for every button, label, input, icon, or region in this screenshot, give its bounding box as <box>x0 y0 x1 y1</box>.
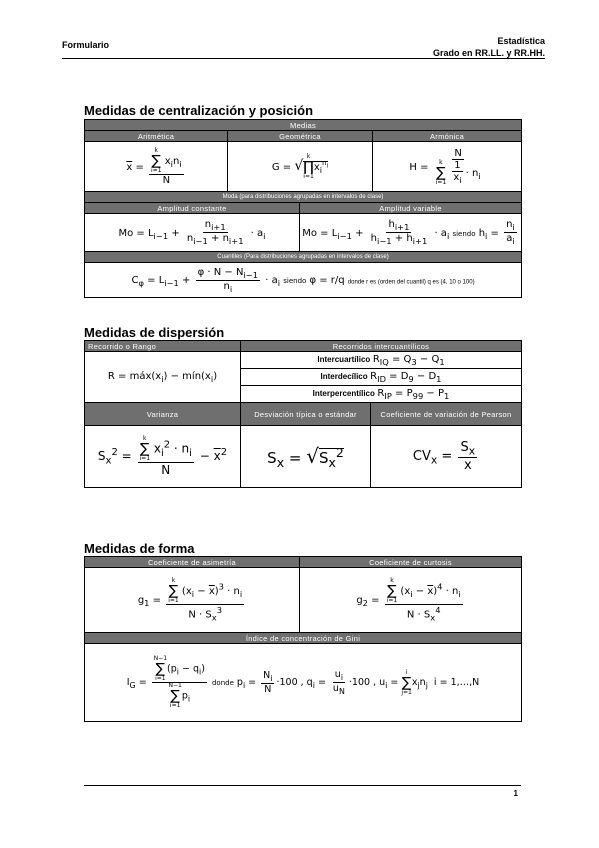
coef-variacion-header: Coeficiente de variación de Pearson <box>371 403 522 426</box>
recorrido-header: Recorrido o Rango <box>85 341 241 352</box>
table-centralizacion <box>84 119 522 298</box>
formula-cuantiles: $C_\varphi = L_{i-1}$ + $\frac{\varphi \cdot N - N_{i-1}}{n_i}$ · $a_i$ siendo φ = r/q donde r es (orden del cuantil) q es (4, 10 o 100) <box>85 263 522 298</box>
header-left: Formulario <box>62 40 110 50</box>
formula-media-aritmetica: $\overline{x}$ = k ∑ i=1 $x_in_i$ N <box>85 142 228 192</box>
header-degree: Grado en RR.LL. y RR.HH. <box>432 48 545 58</box>
interpercentilico-label: Interpercentílico <box>312 388 375 398</box>
aritmetica-header: Aritmética <box>85 131 228 142</box>
curtosis-header: Coeficiente de curtosis <box>300 557 522 568</box>
formula-moda-variable: $Mo = L_{i-1}$ + $\frac{h_{i+1}}{h_{i-1} + h_{i+1}}$ · $a_i$ siendo $h_i$ = $\frac{n_i}{a_i}$ <box>300 214 522 252</box>
intercuantilicos-header: Recorridos intercuantílicos <box>241 341 522 352</box>
row-intercuartilico: Intercuartílico $R_{IQ} = Q_3 - Q_1$ <box>241 352 522 369</box>
section-title-centralizacion: Medidas de centralización y posición <box>84 103 314 118</box>
intercuartilico-label: Intercuartílico <box>317 354 371 364</box>
row-interdecilico: Interdecílico $R_{ID} = D_9 - D_1$ <box>241 369 522 386</box>
section-title-dispersion: Medidas de dispersión <box>84 325 225 340</box>
varianza-header: Varianza <box>85 403 241 426</box>
formula-media-armonica: H = N k ∑ i=1 $\frac{1}{x_i}$ · $n_i$ <box>373 142 522 192</box>
header-right <box>433 35 545 59</box>
amplitud-variable-header: Amplitud variable <box>300 203 522 214</box>
medias-header: Medias <box>85 120 522 131</box>
formula-asimetria: $g_1$ = k ∑ i=1 $(x_i - \overline{x})^3 \cdot n_i$ $N \cdot S_x^3$ <box>85 568 300 633</box>
amplitud-constante-header: Amplitud constante <box>85 203 300 214</box>
formula-moda-constante: $Mo = L_{i-1}$ + $\frac{n_{i+1}}{n_{i-1} + n_{i+1}}$ · $a_i$ <box>85 214 300 252</box>
header-subject: Estadística <box>497 36 545 46</box>
formula-varianza: $S_x^2$ = k ∑ i=1 $x_i^2 \cdot n_i$ N − $\overline{x}^2$ <box>85 426 241 488</box>
formula-recorrido: $R = máx(x_i)$ − $mín(x_i)$ <box>85 352 241 403</box>
formula-curtosis: $g_2$ = k ∑ i=1 $(x_i - \overline{x})^4 \cdot n_i$ $N \cdot S_x^4$ <box>300 568 522 633</box>
table-dispersion <box>84 340 522 488</box>
geometrica-header: Geométrica <box>228 131 373 142</box>
armonica-header: Armónica <box>373 131 522 142</box>
interdecilico-label: Interdecílico <box>320 371 368 381</box>
formula-media-geometrica: G = √ k ∏ i=1 $x_i^{n_i}$ <box>228 142 373 192</box>
row-interpercentilico: Interpercentílico $R_{IP} = P_{99} - P_1$ <box>241 386 522 403</box>
footer-rule <box>84 785 521 786</box>
formula-desviacion: $S_x = √S_x^2$ <box>241 426 371 488</box>
formula-coef-variacion: $CV_x$ = $\frac{S_x}{x}$ <box>371 426 522 488</box>
cuantil-note: donde r es (orden del cuantil) q es (4, 10 o 100) <box>347 279 475 285</box>
formula-gini: $I_G$ = N−1 ∑ i=1 $(p_i - q_i)$ N−1 ∑ i=1 $p_i$ donde $p_i$ = $\frac{N_i}{N}$ ·100 , $q_i$ = $\frac{u_i}{u_N}$ ·100 , $u_i$ = i ∑ j=1 $x_jn_j$ i = 1,…,N <box>85 644 522 722</box>
moda-header: Moda (para distribuciones agrupadas en intervalos de clase) <box>85 192 522 203</box>
asimetria-header: Coeficiente de asimetría <box>85 557 300 568</box>
desviacion-header: Desviación típica o estándar <box>241 403 371 426</box>
header-rule <box>62 58 545 59</box>
page-number: 1 <box>513 789 518 798</box>
table-forma <box>84 556 522 722</box>
gini-header: Índice de concentración de Gini <box>85 633 522 644</box>
cuantiles-header: Cuantiles (Para distribuciones agrupadas en intervalos de clase) <box>85 252 522 263</box>
section-title-forma: Medidas de forma <box>84 541 195 556</box>
